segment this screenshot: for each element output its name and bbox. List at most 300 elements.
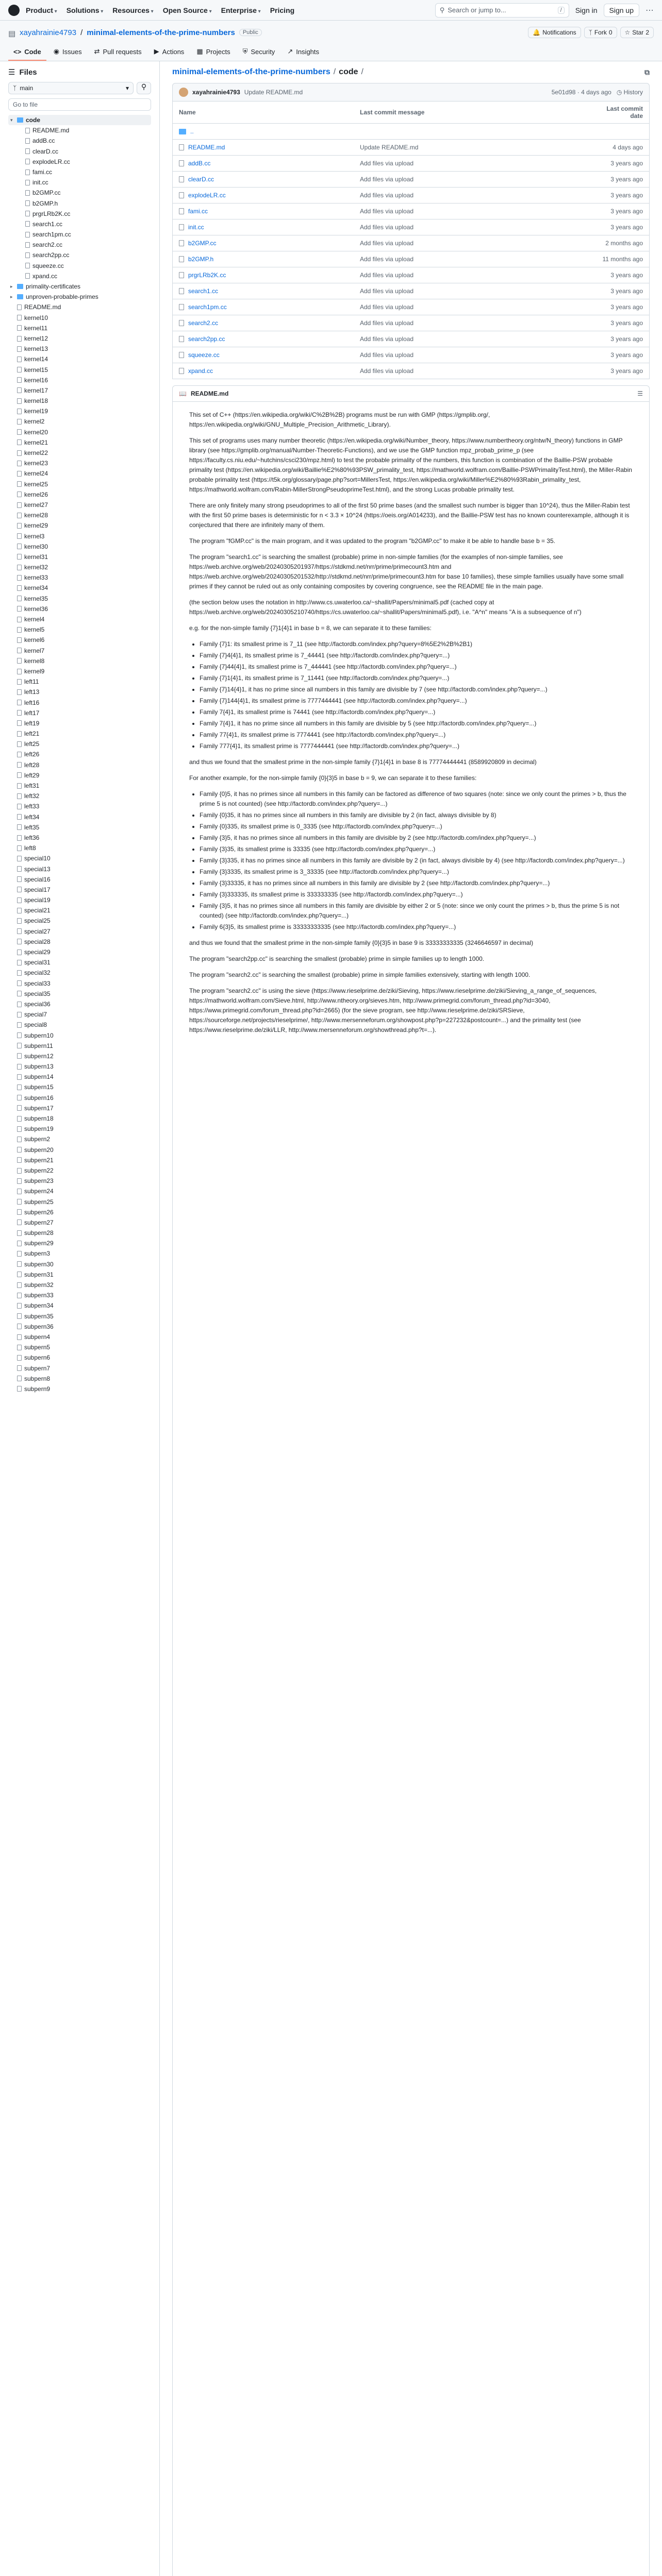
tree-item-label: subpern36 (24, 1323, 54, 1330)
tree-item-label: kernel12 (24, 334, 48, 342)
file-name-link[interactable]: addB.cc (188, 160, 211, 167)
tab-security[interactable]: ⛨ Security (242, 47, 275, 56)
file-icon (17, 387, 22, 393)
tree-item[interactable] (8, 437, 151, 448)
shield-icon: ⛨ (242, 47, 248, 55)
tree-item-label: search2.cc (32, 241, 63, 249)
readme-body (173, 402, 649, 2576)
tree-item[interactable] (8, 833, 151, 843)
file-tree-sidebar (0, 61, 160, 2576)
tree-item[interactable] (8, 1332, 151, 1342)
tree-item[interactable] (8, 1176, 151, 1186)
tree-item[interactable] (8, 698, 151, 708)
table-row[interactable] (173, 251, 650, 267)
tree-item[interactable] (8, 1290, 151, 1300)
commit-message-link[interactable]: Add files via upload (360, 240, 414, 247)
tree-item[interactable] (8, 676, 151, 687)
commit-message-link[interactable]: Add files via upload (360, 192, 414, 199)
tree-item[interactable] (8, 1248, 151, 1259)
tree-item[interactable] (8, 708, 151, 718)
commit-message-link[interactable]: Add files via upload (360, 272, 414, 279)
tree-item[interactable] (8, 957, 151, 968)
list-item: • Family {0}35, it has no primes since all numbers in this family are divisible by 2 (in fact, always divisible by 8) (200, 810, 633, 820)
commit-message-link[interactable]: Add files via upload (360, 224, 414, 231)
tree-item[interactable] (8, 1103, 151, 1113)
copy-path-icon[interactable]: ⧉ (644, 67, 650, 76)
tree-item[interactable] (8, 552, 151, 562)
tree-item[interactable] (8, 344, 151, 354)
tree-item[interactable] (8, 646, 151, 656)
readme-paragraph: The program "search2pp.cc" is searching the smallest (probable) prime in simple families up to length 1000. (189, 955, 485, 962)
file-icon (17, 918, 22, 924)
tree-item-label: subpern27 (24, 1218, 54, 1226)
tree-item[interactable] (8, 1186, 151, 1196)
tree-item-label: subpern34 (24, 1302, 54, 1310)
file-icon (17, 1293, 22, 1298)
tree-item[interactable] (8, 115, 151, 125)
tree-item[interactable] (8, 760, 151, 770)
repo-icon: ▤ (8, 29, 16, 38)
file-name-link[interactable]: init.cc (188, 224, 204, 231)
tree-item[interactable] (8, 1311, 151, 1321)
tree-item[interactable] (8, 1207, 151, 1217)
tree-item[interactable] (8, 531, 151, 541)
tree-item[interactable] (8, 479, 151, 489)
tree-item[interactable] (8, 1238, 151, 1248)
tree-item[interactable] (8, 1093, 151, 1103)
tree-item[interactable] (8, 198, 151, 209)
tree-item[interactable] (8, 749, 151, 759)
tree-item[interactable] (8, 240, 151, 250)
nav-product[interactable]: Product ▾ (26, 6, 57, 14)
file-name-link[interactable]: b2GMP.h (188, 256, 214, 263)
file-icon (17, 637, 22, 643)
tree-item-label: kernel23 (24, 460, 48, 467)
commit-message-link[interactable]: Add files via upload (360, 256, 414, 263)
tree-item[interactable] (8, 1134, 151, 1144)
commit-message-link[interactable]: Add files via upload (360, 351, 414, 359)
table-row[interactable] (173, 140, 650, 156)
list-item: • Family {3}33335, it has no primes since all numbers in this family are divisible by 2 (see http://factordb.com/index.php?query=...) (200, 878, 633, 888)
tree-item[interactable] (8, 146, 151, 157)
table-row[interactable] (173, 124, 650, 140)
tree-item[interactable] (8, 157, 151, 167)
branch-icon: ᛉ (13, 84, 17, 92)
tree-item-label: special10 (24, 855, 51, 862)
tree-item-label: subpern31 (24, 1270, 54, 1278)
avatar[interactable] (179, 88, 188, 97)
tree-item[interactable] (8, 333, 151, 344)
file-icon (25, 148, 30, 154)
tree-item-label: kernel3 (24, 532, 45, 540)
tree-item-label: kernel21 (24, 438, 48, 446)
global-search-input[interactable] (435, 3, 569, 18)
tree-item[interactable] (8, 895, 151, 905)
tree-item[interactable] (8, 1228, 151, 1238)
tree-item[interactable] (8, 874, 151, 885)
tree-item[interactable] (8, 500, 151, 510)
tree-item[interactable] (8, 1165, 151, 1176)
tree-item[interactable] (8, 188, 151, 198)
github-logo-icon[interactable] (8, 5, 20, 16)
commit-message-link[interactable]: Add files via upload (360, 160, 414, 167)
tree-item[interactable] (8, 271, 151, 281)
tree-item-label: search1.cc (32, 220, 63, 228)
tree-item[interactable] (8, 313, 151, 323)
tree-item[interactable] (8, 739, 151, 749)
tree-item[interactable] (8, 624, 151, 635)
file-icon (17, 533, 22, 539)
commit-message-link[interactable]: Add files via upload (360, 176, 414, 183)
tree-item-label: special27 (24, 927, 51, 935)
commit-message-link[interactable]: Add files via upload (360, 335, 414, 343)
commit-message-link[interactable]: Add files via upload (360, 367, 414, 375)
readme-panel (172, 385, 650, 2576)
table-row[interactable] (173, 172, 650, 188)
table-row[interactable] (173, 347, 650, 363)
tree-item[interactable] (8, 916, 151, 926)
tree-item[interactable] (8, 323, 151, 333)
tree-item[interactable] (8, 427, 151, 437)
tree-item[interactable] (8, 926, 151, 937)
tree-item[interactable] (8, 1342, 151, 1352)
file-icon (17, 606, 22, 612)
file-icon (179, 256, 184, 262)
file-icon (17, 439, 22, 445)
tree-item[interactable] (8, 448, 151, 458)
tree-item-label: init.cc (32, 179, 48, 187)
tree-item-label: unproven-probable-primes (26, 293, 98, 301)
tree-item[interactable] (8, 1124, 151, 1134)
commit-date: 3 years ago (610, 192, 643, 199)
tree-item[interactable] (8, 604, 151, 614)
table-row[interactable] (173, 363, 650, 379)
tree-item[interactable] (8, 135, 151, 146)
tree-item[interactable] (8, 885, 151, 895)
tab-actions[interactable]: ▶ Actions (154, 47, 185, 56)
table-row[interactable] (173, 267, 650, 283)
file-icon (17, 1084, 22, 1090)
tree-item[interactable] (8, 281, 151, 292)
tree-item[interactable] (8, 261, 151, 271)
tree-item[interactable] (8, 302, 151, 312)
list-item: • Family 7{4}1, it has no prime since all numbers in this family are divisible by 5 (see http://factordb.com/index.php?query=...) (200, 719, 633, 728)
tree-item[interactable] (8, 1030, 151, 1041)
commit-message-link[interactable]: Add files via upload (360, 287, 414, 295)
tab-insights[interactable]: ↗ Insights (287, 47, 320, 56)
tree-item[interactable] (8, 1217, 151, 1228)
file-icon (17, 1219, 22, 1225)
tree-item[interactable] (8, 1259, 151, 1269)
commit-date: 3 years ago (610, 287, 643, 295)
file-icon (17, 824, 22, 830)
tree-item[interactable] (8, 458, 151, 468)
file-icon (17, 1334, 22, 1340)
tree-item[interactable] (8, 365, 151, 375)
tree-item[interactable] (8, 656, 151, 666)
tree-item[interactable] (8, 718, 151, 728)
tree-item[interactable] (8, 572, 151, 583)
commit-message-link[interactable]: Add files via upload (360, 319, 414, 327)
notifications-button[interactable]: 🔔 Notifications (528, 27, 581, 38)
tree-item-label: subpern19 (24, 1125, 54, 1133)
tree-item[interactable] (8, 1020, 151, 1030)
outline-icon[interactable]: ☰ (637, 390, 643, 397)
tree-item[interactable] (8, 937, 151, 947)
tree-item[interactable] (8, 614, 151, 624)
tree-item[interactable] (8, 781, 151, 791)
file-name-link[interactable]: xpand.cc (188, 367, 213, 375)
tree-item[interactable] (8, 396, 151, 406)
tree-item[interactable] (8, 1051, 151, 1061)
tree-item[interactable] (8, 791, 151, 801)
tree-item-label: left32 (24, 792, 40, 800)
tab-pull-requests[interactable]: ⇄ Pull requests (94, 47, 142, 56)
commit-date: 3 years ago (610, 319, 643, 327)
tree-item[interactable] (8, 1300, 151, 1311)
file-icon (17, 481, 22, 487)
tree-item[interactable] (8, 209, 151, 219)
file-name-link[interactable]: README.md (188, 144, 225, 151)
tree-item-label: README.md (24, 303, 61, 311)
nav-pricing[interactable]: Pricing (270, 6, 295, 14)
tree-item[interactable] (8, 167, 151, 177)
repo-owner-link[interactable]: xayahrainie4793 (20, 28, 77, 37)
file-name-link[interactable]: clearD.cc (188, 176, 214, 183)
tree-item-label: kernel28 (24, 512, 48, 519)
table-row[interactable] (173, 204, 650, 219)
tree-item[interactable] (8, 999, 151, 1009)
tree-item[interactable] (8, 1072, 151, 1082)
tree-item[interactable] (8, 562, 151, 572)
commit-message-link[interactable]: Update README.md (360, 144, 419, 151)
tree-item-label: kernel15 (24, 366, 48, 374)
tree-item-label: addB.cc (32, 137, 55, 145)
tree-item[interactable] (8, 416, 151, 427)
tree-item-label: subpern33 (24, 1292, 54, 1299)
tree-item[interactable] (8, 1155, 151, 1165)
tree-item-label: left28 (24, 761, 40, 769)
tree-item[interactable] (8, 1082, 151, 1092)
file-tree (8, 115, 151, 1394)
readme-paragraph: The program "search2.cc" is using the sieve (https://www.rieselprime.de/ziki/Sieving, https://www.rieselprime.de/ziki/Sieving_a_range_of_sequences, https://mathworld.wolfram.com/Sieve.html, http://www.ntheory.org/sieves.htm, http://www.primegrid.com/forum_thread.php?id=3040, https://www.primegrid.com/forum_thread.php?id=2665) (for the sieve program, see http://www.rieselprime.de/ziki/SRSieve, https://sourceforge.net/projects/rieselprime/, http://www.mersenneforum.org/showpost.php?p=227232&postcount=...) and the primality test (see https://www.rieselprime.de/ziki/LLR, http://www.mersenneforum.org/showthread.php?t=...). (189, 987, 597, 1033)
file-name-link[interactable]: .. (190, 128, 194, 135)
nav-open-source[interactable]: Open Source ▾ (163, 6, 212, 14)
tree-item[interactable] (8, 1197, 151, 1207)
file-icon (179, 160, 184, 166)
nav-enterprise[interactable]: Enterprise ▾ (221, 6, 261, 14)
tree-item[interactable] (8, 666, 151, 676)
file-name-link[interactable]: explodeLR.cc (188, 192, 226, 199)
file-name-link[interactable]: search2.cc (188, 319, 219, 327)
table-row[interactable] (173, 235, 650, 251)
repo-path-separator: / (80, 28, 83, 37)
file-icon (25, 159, 30, 164)
file-name-link[interactable]: b2GMP.cc (188, 240, 217, 247)
sidebar-collapse-icon[interactable]: ☰ (8, 68, 15, 77)
tree-item[interactable] (8, 812, 151, 822)
file-name-link[interactable]: search1.cc (188, 287, 219, 295)
table-row[interactable] (173, 219, 650, 235)
tab-projects[interactable]: ▦ Projects (196, 47, 230, 56)
tree-item-label: special21 (24, 907, 51, 914)
tree-item[interactable] (8, 292, 151, 302)
list-item: • Family 7{4}1, its smallest prime is 74441 (see http://factordb.com/index.php?query=...) (200, 707, 633, 717)
go-to-file-input[interactable]: Go to file (8, 98, 151, 111)
table-row[interactable] (173, 283, 650, 299)
table-row[interactable] (173, 315, 650, 331)
tree-item[interactable] (8, 354, 151, 364)
tree-item-label: subpern3 (24, 1250, 51, 1258)
commit-date: 3 years ago (610, 272, 643, 279)
commit-hash[interactable]: 5e01d98 · 4 days ago (551, 89, 611, 96)
tree-item[interactable] (8, 1384, 151, 1394)
readme-paragraph: and thus we found that the smallest prime in the non-simple family {7}1{4}1 in base 8 is 77774444441 (8589920809 in decimal) (189, 758, 537, 766)
file-icon (17, 1303, 22, 1309)
tree-item[interactable] (8, 1145, 151, 1155)
tree-item[interactable] (8, 229, 151, 240)
tree-item[interactable] (8, 219, 151, 229)
tree-item[interactable] (8, 635, 151, 645)
tree-item[interactable] (8, 1280, 151, 1290)
file-icon (25, 242, 30, 248)
tree-item-label: left33 (24, 803, 40, 810)
tree-item[interactable] (8, 510, 151, 520)
file-icon (17, 752, 22, 757)
table-row[interactable] (173, 331, 650, 347)
tree-item[interactable] (8, 406, 151, 416)
tree-item[interactable] (8, 989, 151, 999)
tree-item[interactable] (8, 822, 151, 833)
nav-resources[interactable]: Resources ▾ (112, 6, 153, 14)
tree-item[interactable] (8, 1061, 151, 1072)
nav-solutions[interactable]: Solutions ▾ (67, 6, 104, 14)
tab-issues[interactable]: ◉ Issues (53, 47, 82, 56)
readme-paragraph: There are only finitely many strong pseudoprimes to all of the first 50 prime bases (and the smallest such number is bigger than 10^24), thus the Miller-Rabin test with the first 50 prime bases is deterministic for n < 3.3 × 10^24 (https://oeis.org/A014233), and the Baillie-PSW test has no known counterexample, although it is conjectured that there are infinitely many of them. (189, 502, 630, 529)
commit-message-link[interactable]: Add files via upload (360, 208, 414, 215)
fork-button[interactable]: ᛉ Fork 0 (584, 27, 617, 38)
file-icon (17, 409, 22, 414)
file-icon (17, 1032, 22, 1038)
tree-item[interactable] (8, 250, 151, 260)
tree-item-label: subpern30 (24, 1260, 54, 1268)
tree-item[interactable] (8, 468, 151, 479)
file-icon (17, 908, 22, 913)
tree-item[interactable] (8, 520, 151, 531)
tree-item[interactable] (8, 1352, 151, 1363)
file-name-link[interactable]: search1pm.cc (188, 303, 227, 311)
file-name-link[interactable]: squeeze.cc (188, 351, 220, 359)
file-icon (17, 471, 22, 477)
tree-item-label: left8 (24, 844, 36, 852)
tree-item-label: special32 (24, 969, 51, 977)
tree-item[interactable] (8, 968, 151, 978)
commit-message-link[interactable]: Add files via upload (360, 303, 414, 311)
tree-item[interactable] (8, 541, 151, 552)
tree-item[interactable] (8, 687, 151, 697)
breadcrumb-repo-link[interactable]: minimal-elements-of-the-prime-numbers (172, 67, 330, 76)
star-button[interactable]: ☆ Star 2 (620, 27, 654, 38)
table-row[interactable] (173, 156, 650, 172)
file-icon (17, 1012, 22, 1018)
tree-item[interactable] (8, 801, 151, 811)
repo-name-link[interactable]: minimal-elements-of-the-prime-numbers (87, 28, 235, 37)
file-icon (17, 398, 22, 404)
code-icon: <> (13, 47, 22, 56)
tree-item[interactable] (8, 1321, 151, 1332)
file-icon (17, 1313, 22, 1319)
tree-item[interactable] (8, 375, 151, 385)
tree-item[interactable] (8, 728, 151, 739)
file-icon (179, 192, 184, 198)
file-icon (17, 429, 22, 435)
tree-item[interactable] (8, 843, 151, 853)
history-link[interactable]: ◷ History (616, 89, 643, 96)
tree-item[interactable] (8, 489, 151, 500)
tree-item-label: kernel27 (24, 501, 48, 509)
file-icon (17, 1209, 22, 1215)
tree-item[interactable] (8, 1363, 151, 1374)
file-name-link[interactable]: prgrLRb2K.cc (188, 272, 226, 279)
list-item: • Family {0}5, it has no primes since all numbers in this family can be factored as difference of two squares (note: since we only count the primes > b, thus the prime 5 is not counted) (see http://factordb.com/index.php?query=...) (200, 789, 633, 809)
tree-item[interactable] (8, 1269, 151, 1280)
tree-item[interactable] (8, 947, 151, 957)
tree-item[interactable] (8, 125, 151, 135)
file-icon (17, 492, 22, 497)
commit-author[interactable]: xayahrainie4793 (192, 89, 240, 96)
tree-item[interactable] (8, 905, 151, 916)
tree-item-label: subpern18 (24, 1115, 54, 1122)
file-icon (17, 1189, 22, 1194)
tree-item[interactable] (8, 1374, 151, 1384)
repo-tabs (8, 43, 654, 61)
file-icon (17, 304, 22, 310)
more-options-icon[interactable]: ⋯ (646, 6, 654, 15)
tree-item[interactable] (8, 594, 151, 604)
tree-item[interactable] (8, 177, 151, 188)
sign-up-button[interactable]: Sign up (604, 4, 639, 17)
tree-item[interactable] (8, 1009, 151, 1020)
tab-code[interactable]: <> Code (8, 43, 46, 61)
tree-item-label: left35 (24, 823, 40, 831)
file-icon (17, 1345, 22, 1350)
list-item: • Family {7}44{4}1, its smallest prime is 7_444441 (see http://factordb.com/index.php?query=...) (200, 662, 633, 672)
tree-item[interactable] (8, 1041, 151, 1051)
tree-item[interactable] (8, 978, 151, 989)
tree-item-label: kernel25 (24, 480, 48, 488)
tree-item[interactable] (8, 864, 151, 874)
file-icon (17, 617, 22, 622)
table-row[interactable] (173, 188, 650, 204)
tree-item-label: kernel19 (24, 408, 48, 415)
branch-selector[interactable]: ᛉ main ▾ (8, 82, 134, 94)
search-files-button[interactable]: ⚲ (137, 82, 151, 94)
tree-item[interactable] (8, 583, 151, 593)
tree-item[interactable] (8, 1113, 151, 1124)
tree-item[interactable] (8, 770, 151, 781)
file-icon (25, 170, 30, 175)
file-name-link[interactable]: search2pp.cc (188, 335, 225, 343)
commit-date: 2 months ago (605, 240, 643, 247)
file-name-link[interactable]: fami.cc (188, 208, 208, 215)
tree-item[interactable] (8, 385, 151, 396)
commit-message[interactable]: Update README.md (244, 89, 303, 96)
sign-in-link[interactable]: Sign in (575, 6, 598, 14)
table-row[interactable] (173, 299, 650, 315)
file-icon (17, 585, 22, 591)
tree-item[interactable] (8, 853, 151, 863)
tree-item-label: subpern29 (24, 1240, 54, 1247)
